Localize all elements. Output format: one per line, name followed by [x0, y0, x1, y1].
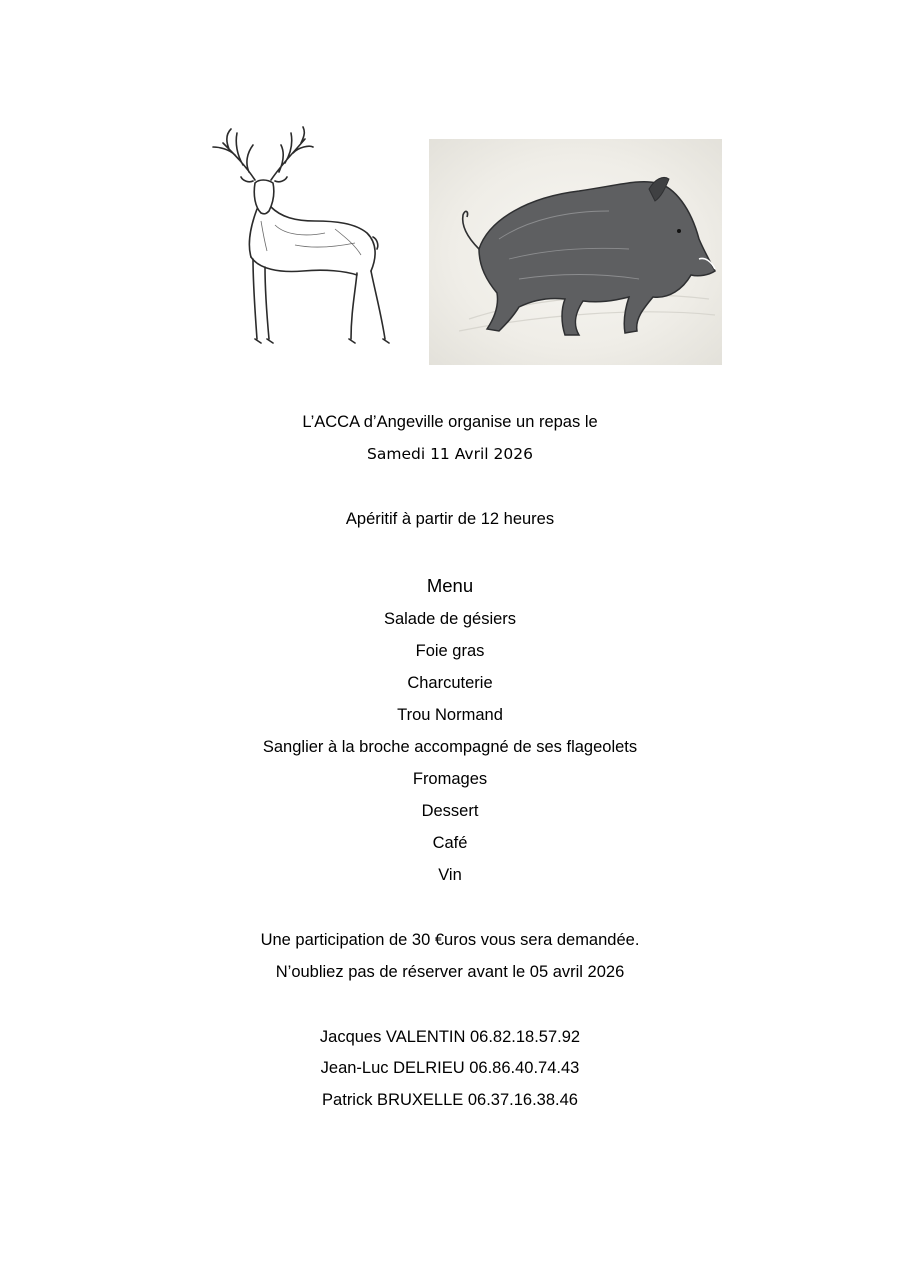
contact-line: Patrick BRUXELLE 06.37.16.38.46	[322, 1091, 578, 1109]
menu-title: Menu	[426, 575, 474, 596]
boar-illustration-frame	[429, 139, 722, 365]
reservation-deadline: N’oubliez pas de réserver avant le 05 avril 2026	[275, 963, 625, 981]
menu-item: Foie gras	[415, 642, 485, 660]
menu-item: Fromages	[412, 770, 488, 788]
stag-illustration	[205, 125, 405, 350]
menu-item: Café	[432, 834, 468, 852]
menu-item: Dessert	[421, 802, 479, 820]
event-date: Samedi 11 Avril 2026	[367, 445, 533, 463]
contact-line: Jean-Luc DELRIEU 06.86.40.74.43	[320, 1059, 580, 1077]
contact-line: Jacques VALENTIN 06.82.18.57.92	[319, 1028, 581, 1046]
aperitif-time: Apéritif à partir de 12 heures	[345, 510, 555, 528]
price-notice: Une participation de 30 €uros vous sera demandée.	[260, 931, 640, 949]
menu-item: Trou Normand	[397, 706, 503, 724]
menu-item: Vin	[438, 866, 462, 884]
wild-boar-illustration	[429, 139, 722, 365]
menu-item: Salade de gésiers	[383, 610, 517, 628]
invitation-line: L’ACCA d’Angeville organise un repas le	[302, 413, 598, 431]
menu-item: Charcuterie	[407, 674, 493, 692]
menu-item: Sanglier à la broche accompagné de ses flageolets	[262, 738, 638, 756]
